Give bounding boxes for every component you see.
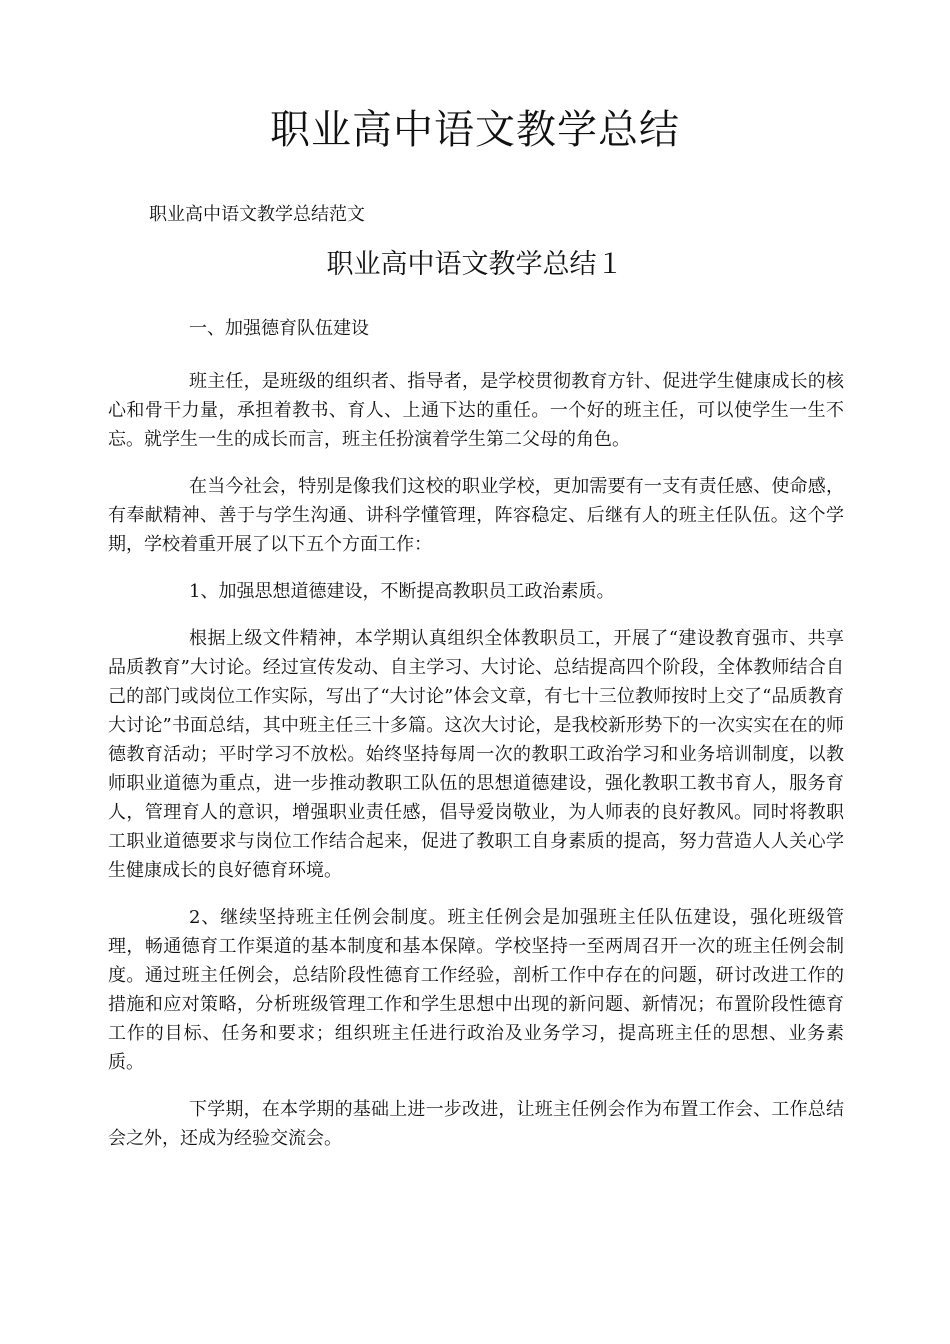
paragraph: 2、继续坚持班主任例会制度。班主任例会是加强班主任队伍建设，强化班级管理，畅通德育工作渠道的基本制度和基本保障。学校坚持一至两周召开一次的班主任例会制度。通过班主任例会，总结阶段性德育工作经验，剖析工作中存在的问题，研讨改进工作的措施和应对策略，分析班级管理工作和学生思想中出现的新问题、新情况；布置阶段性德育工作的目标、任务和要求；组织班主任进行政治及业务学习，提高班主任的思想、业务素质。 xyxy=(108,907,844,1073)
paragraph: 班主任，是班级的组织者、指导者，是学校贯彻教育方针、促进学生健康成长的核心和骨干力量，承担着教书、育人、上通下达的重任。一个好的班主任，可以使学生一生不忘。就学生一生的成长而言，班主任扮演着学生第二父母的角色。 xyxy=(108,371,844,450)
paragraph: 根据上级文件精神，本学期认真组织全体教职员工，开展了“建设教育强市、共享品质教育”大讨论。经过宣传发动、自主学习、大讨论、总结提高四个阶段，全体教师结合自己的部门或岗位工作实际，写出了“大讨论”体会文章，有七十三位教师按时上交了“品质教育大讨论”书面总结，其中班主任三十多篇。这次大讨论，是我校新形势下的一次实实在在的师德教育活动；平时学习不放松。始终坚持每周一次的教职工政治学习和业务培训制度，以教师职业道德为重点，进一步推动教职工队伍的思想道德建设，强化教职工教书育人，服务育人，管理育人的意识，增强职业责任感，倡导爱岗敬业，为人师表的良好教风。同时将教职工职业道德要求与岗位工作结合起来，促进了教职工自身素质的提高，努力营造人人关心学生健康成长的良好德育环境。 xyxy=(108,628,844,881)
paragraph: 在当今社会，特别是像我们这校的职业学校，更加需要有一支有责任感、使命感，有奉献精神、善于与学生沟通、讲科学懂管理，阵容稳定、后继有人的班主任队伍。这个学期，学校着重开展了以下五个方面工作： xyxy=(108,476,844,555)
document-title: 职业高中语文教学总结 xyxy=(270,107,680,153)
list-item-heading: 1、加强思想道德建设，不断提高教职员工政治素质。 xyxy=(189,581,615,602)
document-subtitle: 职业高中语文教学总结范文 xyxy=(149,204,365,225)
section-title: 职业高中语文教学总结１ xyxy=(326,249,624,280)
section-heading: 一、加强德育队伍建设 xyxy=(189,318,369,339)
document-body xyxy=(108,314,844,1171)
paragraph: 下学期，在本学期的基础上进一步改进，让班主任例会作为布置工作会、工作总结会之外，还成为经验交流会。 xyxy=(108,1099,844,1149)
